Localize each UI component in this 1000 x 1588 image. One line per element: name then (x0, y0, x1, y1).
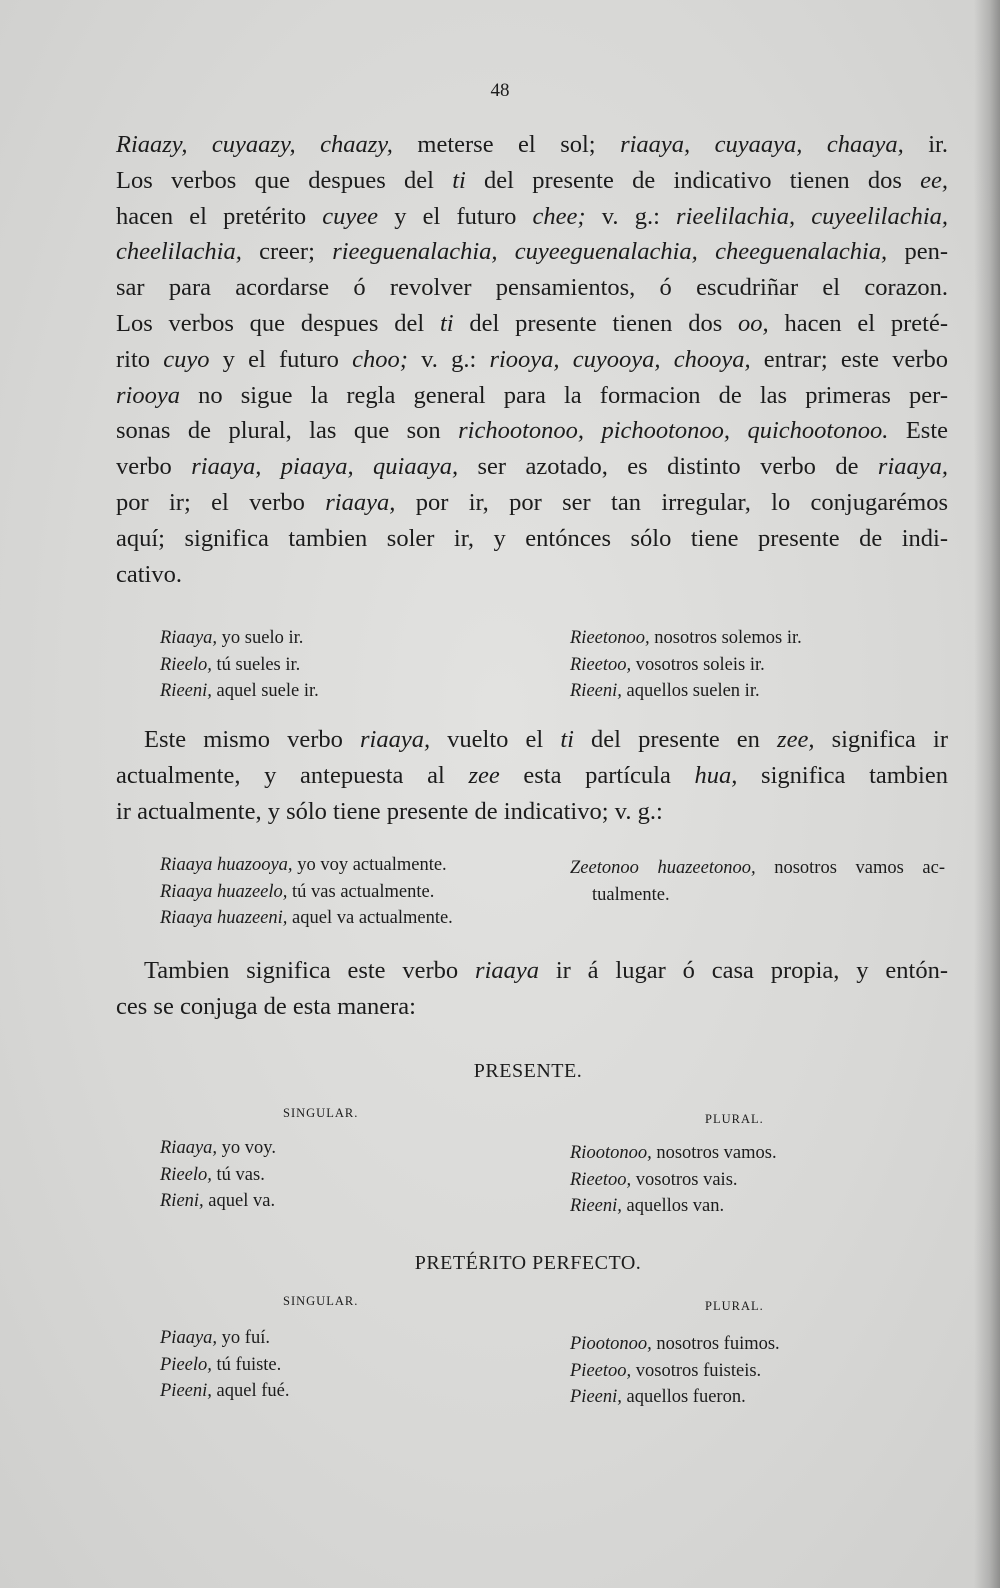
text-line (116, 270, 948, 306)
italic-term: riaaya, (877, 453, 948, 481)
text-run: ir actualmente, y sólo tiene presente de indicativo; v. g.: (116, 797, 663, 825)
italic-term: choo; (352, 345, 408, 373)
italic-term: Rieelo, (160, 654, 212, 675)
italic-term: Rieeni, (570, 681, 622, 701)
text-run: tú vas. (211, 1164, 265, 1185)
text-run: ser azotado, es distinto verbo de (458, 453, 878, 481)
text-line (116, 722, 948, 758)
preterito-singular-column (160, 1325, 289, 1405)
text-run: yo voy actualmente. (292, 855, 447, 875)
text-run: sar para acordarse ó revolver pensamientos, ó escudriñar el corazon. (116, 274, 948, 302)
conjugation-row (570, 678, 802, 705)
conjugation-row (570, 882, 945, 909)
text-run: yo fuí. (217, 1328, 270, 1348)
italic-term: richootonoo, pichootonoo, quichootonoo. (458, 417, 889, 445)
italic-term: riaaya (475, 957, 539, 984)
text-line (116, 794, 948, 830)
text-run: significa tambien (737, 761, 948, 789)
text-line (116, 449, 948, 485)
text-run: del presente de indicativo tienen dos (465, 166, 921, 194)
text-run: ir. (903, 131, 948, 158)
text-run: vosotros vais. (631, 1169, 738, 1190)
text-run: por ir; el verbo (116, 488, 326, 516)
conjugation-row (160, 879, 453, 906)
italic-term: riaaya, (359, 726, 431, 753)
italic-term: Rieeni, (160, 681, 212, 701)
conjugation-row (160, 1378, 289, 1405)
italic-term: Pieelo, (160, 1354, 212, 1375)
text-run: aquel fué. (211, 1381, 290, 1401)
text-run: aquí; significa tambien soler ir, y entónces sólo tiene presente de indi- (116, 524, 948, 552)
text-line (116, 163, 948, 199)
italic-term: Riootonoo, (570, 1143, 652, 1163)
text-line (116, 521, 948, 557)
italic-term: Rieetoo, (570, 654, 632, 675)
text-line (116, 557, 948, 593)
conjugation-row (570, 625, 802, 652)
paragraph-actualmente (116, 722, 948, 829)
text-run: esta partícula (499, 761, 695, 789)
text-run: tú vas actualmente. (287, 881, 435, 902)
text-run: meterse el sol; (392, 131, 621, 158)
conjugation-row (570, 1331, 780, 1358)
conjugation-row (160, 678, 319, 705)
text-line (116, 306, 948, 342)
text-run: vosotros fuisteis. (631, 1360, 762, 1381)
table2-singular-column (160, 852, 453, 932)
text-run: aquellos suelen ir. (621, 681, 760, 701)
page-edge-shadow (974, 0, 1000, 1588)
text-run: no sigue la regla general para la formacion de las primeras per- (179, 381, 948, 409)
italic-term: oo, (738, 309, 769, 337)
italic-term: Riaaya huazeelo, (160, 881, 288, 902)
text-run: aquel va actualmente. (287, 908, 453, 928)
paragraph-casa-propia (116, 953, 948, 1025)
italic-term: Rieetonoo, (570, 628, 650, 648)
italic-term: Rieetoo, (570, 1169, 632, 1190)
text-run: aquellos fueron. (621, 1387, 746, 1407)
table1-singular-column (160, 625, 319, 705)
conjugation-row (570, 1167, 777, 1194)
italic-term: Riaazy, cuyaazy, chaazy, (116, 131, 393, 158)
text-run: y el futuro (209, 345, 353, 373)
italic-term: Zeetonoo huazeetonoo, (570, 858, 756, 878)
text-run: Los verbos que despues del (116, 309, 440, 337)
text-line (116, 758, 948, 794)
text-run: del presente tienen dos (453, 309, 739, 337)
text-run: sonas de plural, las que son (116, 417, 459, 445)
paragraph-intro (116, 127, 948, 592)
text-run: tú sueles ir. (211, 654, 301, 675)
italic-term: Piaaya, (160, 1328, 218, 1348)
italic-term: zee (468, 761, 500, 789)
text-line (116, 378, 948, 414)
text-run: vuelto el (430, 726, 561, 753)
text-run: ces se conjuga de esta manera: (116, 992, 416, 1020)
table1-plural-column (570, 625, 802, 705)
plural-label-preterito: PLURAL. (705, 1299, 764, 1313)
conjugation-row (160, 1325, 289, 1352)
italic-term: zee, (777, 726, 815, 753)
italic-term: riaaya, (325, 488, 396, 516)
heading-preterito-perfecto: PRETÉRITO PERFECTO. (414, 1252, 642, 1274)
singular-label-presente: SINGULAR. (283, 1106, 359, 1120)
text-line (116, 342, 948, 378)
text-run: significa ir (814, 726, 949, 753)
conjugation-row (160, 1135, 276, 1162)
text-run: v. g.: (407, 345, 490, 373)
text-run: vosotros soleis ir. (631, 654, 765, 675)
italic-term: riooya (116, 381, 180, 409)
conjugation-row (160, 905, 453, 932)
page-number: 48 (490, 80, 510, 101)
italic-term: chee; (532, 202, 586, 230)
text-line (116, 989, 948, 1025)
text-run: Tambien significa este verbo (144, 957, 476, 984)
text-run: creer; (241, 238, 333, 266)
text-run: yo voy. (217, 1138, 276, 1158)
italic-term: Pieetoo, (570, 1360, 632, 1381)
italic-term: rieeguenalachia, cuyeeguenalachia, cheeguenalachia, (332, 238, 888, 266)
text-run: y el futuro (378, 202, 533, 230)
text-run: aquellos van. (621, 1196, 725, 1216)
text-line (116, 127, 948, 163)
conjugation-row (570, 652, 802, 679)
italic-term: cheelilachia, (116, 238, 242, 266)
text-line (116, 199, 948, 235)
presente-singular-column (160, 1135, 276, 1215)
italic-term: rieelilachia, cuyeelilachia, (676, 202, 949, 230)
text-run: Este (888, 417, 948, 445)
text-run: pen- (887, 238, 949, 266)
singular-label-preterito: SINGULAR. (283, 1294, 359, 1308)
italic-term: riaaya, cuyaaya, chaaya, (620, 131, 904, 158)
italic-term: ti (560, 726, 574, 753)
conjugation-row (160, 1352, 289, 1379)
conjugation-row (160, 652, 319, 679)
italic-term: Riaaya, (160, 628, 218, 648)
text-run: aquel va. (203, 1191, 276, 1211)
text-run: nosotros solemos ir. (649, 628, 802, 648)
conjugation-row (160, 852, 453, 879)
table2-plural-column (570, 855, 945, 908)
italic-term: Pieeni, (160, 1381, 212, 1401)
text-run: actualmente, y antepuesta al (116, 761, 469, 789)
text-run: ir á lugar ó casa propia, y entón- (539, 957, 948, 984)
conjugation-row (160, 1162, 276, 1189)
italic-term: Rieelo, (160, 1164, 212, 1185)
text-run: entrar; este verbo (750, 345, 948, 373)
text-line (116, 234, 948, 270)
text-run: rito (116, 345, 164, 373)
text-run: por ir, por ser tan irregular, lo conjugarémos (395, 488, 948, 516)
italic-term: Piootonoo, (570, 1334, 652, 1354)
presente-plural-column (570, 1140, 777, 1220)
text-line (116, 485, 948, 521)
plural-label-presente: PLURAL. (705, 1112, 764, 1126)
italic-term: cuyee (322, 202, 379, 230)
preterito-plural-column (570, 1331, 780, 1411)
text-run: nosotros vamos. (651, 1143, 777, 1163)
text-line (116, 953, 948, 989)
text-run: hacen el preté- (768, 309, 948, 337)
conjugation-row (570, 1384, 780, 1411)
text-run: aquel suele ir. (211, 681, 319, 701)
conjugation-row (160, 1188, 276, 1215)
conjugation-row (570, 1193, 777, 1220)
italic-term: Pieeni, (570, 1387, 622, 1407)
text-run: cativo. (116, 560, 182, 588)
text-run: verbo (116, 453, 192, 481)
text-run: Este mismo verbo (144, 726, 360, 753)
text-line (116, 413, 948, 449)
text-run: nosotros fuimos. (651, 1334, 780, 1354)
text-run: v. g.: (585, 202, 677, 230)
heading-presente: PRESENTE. (473, 1060, 583, 1082)
text-run: del presente en (573, 726, 778, 753)
italic-term: riooya, cuyooya, chooya, (489, 345, 751, 373)
text-run: tualmente. (592, 884, 670, 905)
italic-term: Riaaya huazeeni, (160, 908, 288, 928)
italic-term: Riaaya, (160, 1138, 218, 1158)
italic-term: ee, (920, 166, 948, 194)
italic-term: hua, (694, 761, 738, 789)
text-run: yo suelo ir. (217, 628, 304, 648)
text-run: Los verbos que despues del (116, 166, 453, 194)
italic-term: Rieni, (160, 1191, 204, 1211)
italic-term: cuyo (163, 345, 210, 373)
conjugation-row (570, 1358, 780, 1385)
text-run: hacen el pretérito (116, 202, 323, 230)
conjugation-row (570, 855, 945, 882)
text-run: tú fuiste. (211, 1354, 282, 1375)
italic-term: ti (439, 309, 454, 337)
conjugation-row (160, 625, 319, 652)
italic-term: Rieeni, (570, 1196, 622, 1216)
text-run: nosotros vamos ac- (755, 858, 945, 878)
conjugation-row (570, 1140, 777, 1167)
italic-term: Riaaya huazooya, (160, 855, 293, 875)
italic-term: ti (452, 166, 466, 194)
italic-term: riaaya, piaaya, quiaaya, (191, 453, 459, 481)
